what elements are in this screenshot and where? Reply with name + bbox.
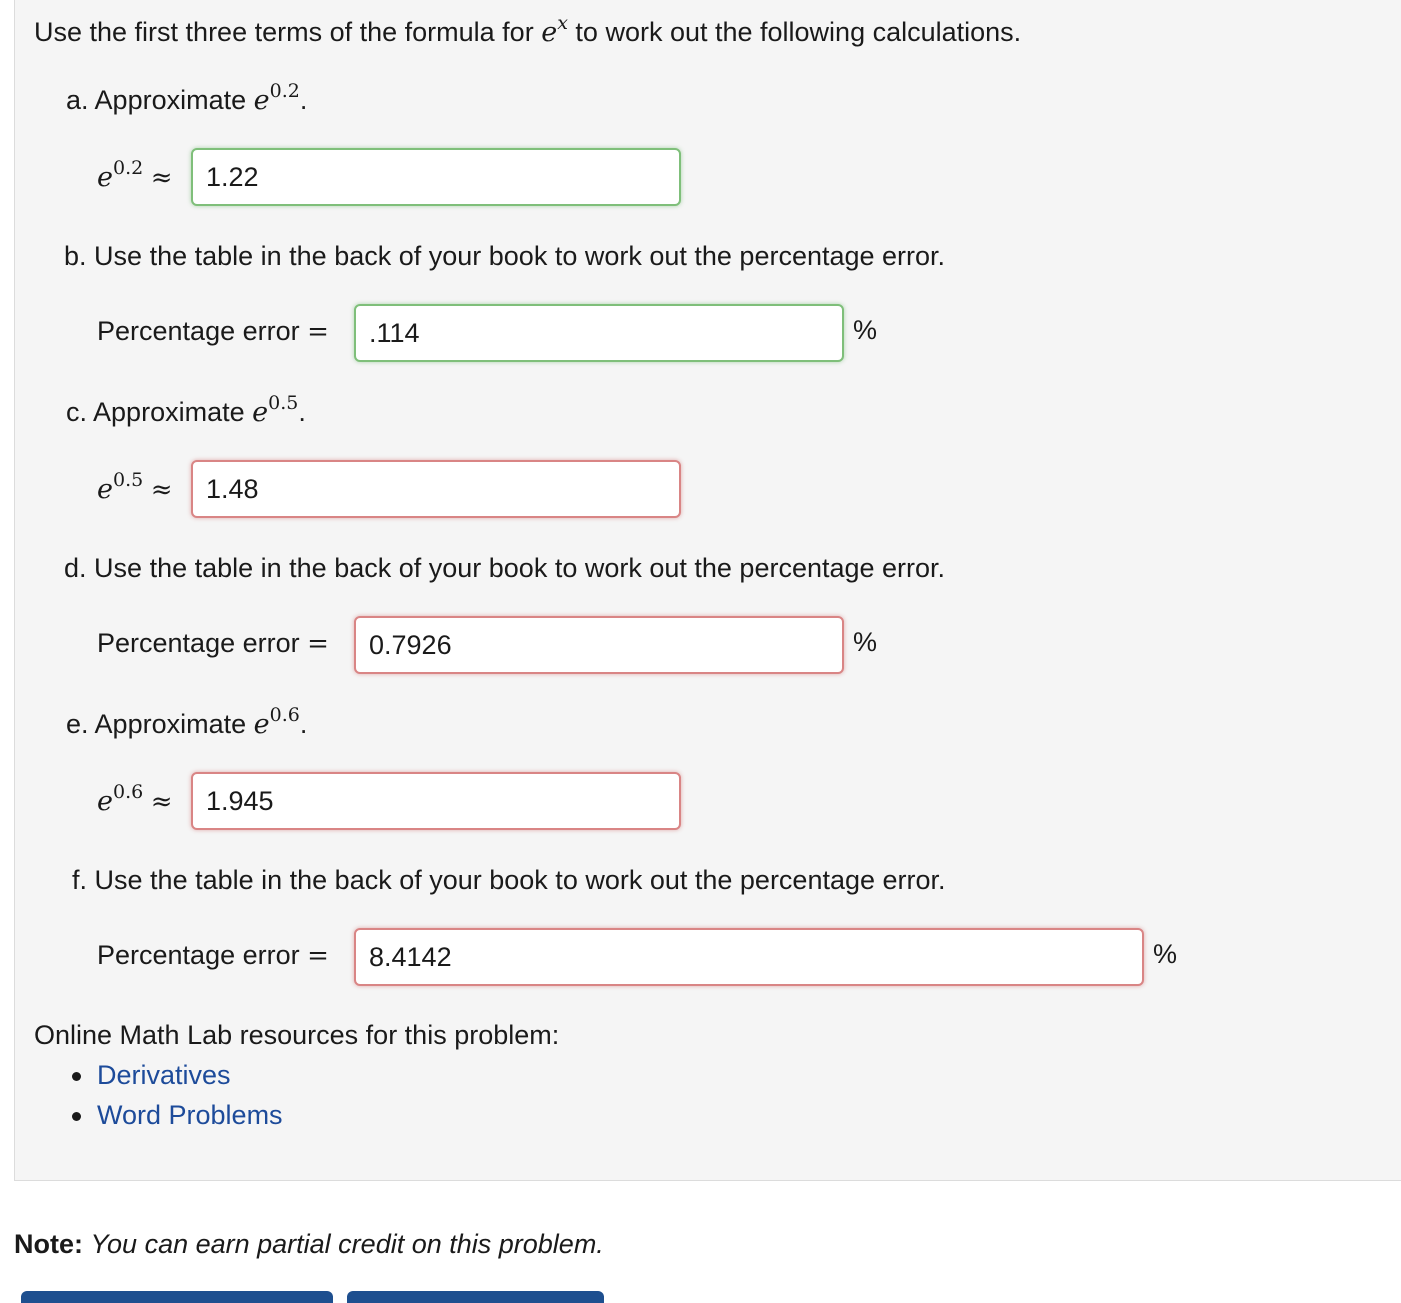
intro-text-end: to work out the following calculations.	[575, 17, 1022, 47]
equals-symbol: =	[307, 629, 329, 659]
part-b-prompt	[64, 240, 945, 272]
percentage-error-label: Percentage error	[97, 316, 300, 346]
part-e-marker: e.	[66, 709, 89, 739]
part-a-prompt	[66, 80, 308, 119]
equals-symbol: =	[307, 317, 329, 347]
bullet-icon	[72, 1112, 81, 1121]
intro-base-e: e	[541, 17, 558, 48]
percent-unit-d: %	[853, 627, 878, 657]
part-d-marker: d.	[64, 553, 87, 583]
partial-credit-note	[14, 1228, 604, 1260]
part-e-base: e	[253, 709, 270, 740]
answer-input-e[interactable]: 1.945	[191, 772, 681, 830]
approx-symbol: ≈	[150, 163, 173, 193]
part-a-period: .	[299, 85, 308, 115]
percentage-error-label: Percentage error	[97, 628, 300, 658]
part-f-marker: f.	[72, 865, 88, 895]
part-a-label-base: e	[97, 162, 113, 193]
part-e-period: .	[299, 709, 308, 739]
resources-heading: Online Math Lab resources for this problem:	[34, 1020, 560, 1050]
part-d-text: Use the table in the back of your book to work out the percentage error.	[94, 553, 946, 583]
answer-input-b[interactable]: .114	[354, 304, 844, 362]
part-c-exponent: 0.5	[268, 392, 299, 414]
part-a-input-label	[97, 157, 173, 196]
bullet-icon	[72, 1072, 81, 1081]
resource-link-derivatives[interactable]: Derivatives	[97, 1060, 231, 1090]
part-d-input-label	[97, 627, 329, 660]
resource-link-word-problems[interactable]: Word Problems	[97, 1100, 283, 1130]
approx-symbol: ≈	[150, 475, 173, 505]
part-e-prompt	[66, 704, 308, 743]
problem-intro	[34, 12, 1022, 51]
approx-symbol: ≈	[150, 787, 173, 817]
answer-input-a[interactable]: 1.22	[191, 148, 681, 206]
part-a-base: e	[253, 85, 270, 116]
percent-unit-f: %	[1153, 939, 1178, 969]
intro-exponent-x: x	[557, 12, 568, 34]
answer-input-f[interactable]: 8.4142	[354, 928, 1144, 986]
part-f-input-label	[97, 939, 329, 972]
percent-unit-b: %	[853, 315, 878, 345]
part-a-label-exponent: 0.2	[112, 157, 144, 179]
part-a-marker: a.	[66, 85, 89, 115]
answer-input-d[interactable]: 0.7926	[354, 616, 844, 674]
part-e-label-base: e	[97, 786, 113, 817]
part-c-label-exponent: 0.5	[112, 469, 144, 491]
part-c-label-base: e	[97, 474, 113, 505]
part-c-marker: c.	[66, 397, 88, 427]
part-c-input-label	[97, 469, 173, 508]
part-c-base: e	[252, 397, 269, 428]
part-d-prompt	[64, 552, 945, 584]
part-c-period: .	[298, 397, 306, 427]
part-b-marker: b.	[64, 241, 87, 271]
part-e-exponent: 0.6	[269, 704, 300, 726]
part-b-input-label	[97, 315, 329, 348]
part-f-text: Use the table in the back of your book to work out the percentage error.	[94, 865, 946, 895]
part-e-text: Approximate	[94, 709, 247, 739]
part-f-prompt	[72, 864, 946, 896]
part-b-text: Use the table in the back of your book to work out the percentage error.	[94, 241, 946, 271]
secondary-button[interactable]	[347, 1291, 604, 1303]
answer-input-c[interactable]: 1.48	[191, 460, 681, 518]
part-c-prompt	[66, 392, 306, 431]
note-text: You can earn partial credit on this problem.	[90, 1229, 604, 1259]
equals-symbol: =	[307, 941, 329, 971]
percentage-error-label: Percentage error	[97, 940, 300, 970]
part-a-text: Approximate	[94, 85, 247, 115]
submit-button[interactable]	[21, 1291, 333, 1303]
part-c-text: Approximate	[93, 397, 245, 427]
part-e-input-label	[97, 781, 173, 820]
part-e-label-exponent: 0.6	[112, 781, 144, 803]
intro-text-start: Use the first three terms of the formula for	[34, 17, 534, 47]
part-a-exponent: 0.2	[269, 80, 300, 102]
note-label: Note:	[14, 1229, 83, 1259]
